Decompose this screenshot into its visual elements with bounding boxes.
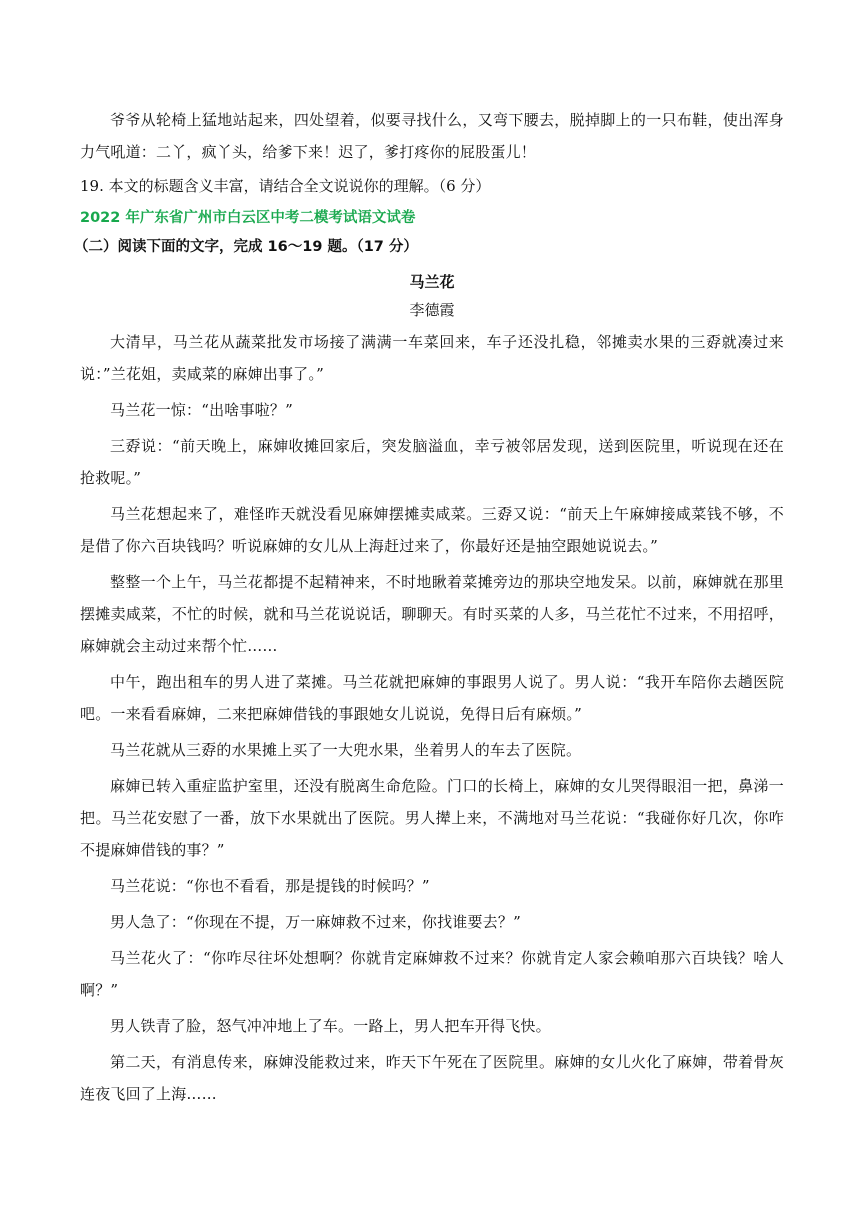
story-paragraph: 三孬说：“前天晚上，麻婶收摊回家后，突发脑溢血，幸亏被邻居发现，送到医院里，听说现在还在抢救呢。” <box>80 437 784 487</box>
story-paragraph: 马兰花火了：“你咋尽往坏处想啊？你就肯定麻婶救不过来？你就肯定人家会赖咱那六百块钱？啥人啊？” <box>80 949 784 999</box>
story-paragraph: 整整一个上午，马兰花都提不起精神来，不时地瞅着菜摊旁边的那块空地发呆。以前，麻婶就在那里摆摊卖咸菜，不忙的时候，就和马兰花说说话，聊聊天。有时买菜的人多，马兰花忙不过来，不用招呼，麻婶就会主动过来帮个忙…… <box>80 573 784 655</box>
question-19: 19. 本文的标题含义丰富，请结合全文说说你的理解。（6 分） <box>80 177 491 195</box>
story-paragraph: 男人急了：“你现在不提，万一麻婶救不过来，你找谁要去？” <box>110 913 521 931</box>
story-paragraph: 第二天，有消息传来，麻婶没能救过来，昨天下午死在了医院里。麻婶的女儿火化了麻婶，带着骨灰连夜飞回了上海…… <box>80 1053 784 1103</box>
story-author: 李德霞 <box>409 301 455 319</box>
story-paragraph: 麻婶已转入重症监护室里，还没有脱离生命危险。门口的长椅上，麻婶的女儿哭得眼泪一把，鼻涕一把。马兰花安慰了一番，放下水果就出了医院。男人撵上来，不满地对马兰花说：“我碰你好几次，你咋不提麻婶借钱的事？” <box>80 777 784 859</box>
story-title: 马兰花 <box>409 273 455 291</box>
story-paragraph: 马兰花说：“你也不看看，那是提钱的时候吗？” <box>110 877 430 895</box>
intro-paragraph: 爷爷从轮椅上猛地站起来，四处望着，似要寻找什么，又弯下腰去，脱掉脚上的一只布鞋，使出浑身力气吼道：二丫，疯丫头，给爹下来！迟了，爹打疼你的屁股蛋儿！ <box>80 111 784 161</box>
section-heading: （二）阅读下面的文字，完成 16～19 题。（17 分） <box>74 239 418 255</box>
story-paragraph: 男人铁青了脸，怒气冲冲地上了车。一路上，男人把车开得飞快。 <box>110 1017 551 1035</box>
story-paragraph: 马兰花想起来了，难怪昨天就没看见麻婶摆摊卖咸菜。三孬又说：“前天上午麻婶接咸菜钱不够，不是借了你六百块钱吗？听说麻婶的女儿从上海赶过来了，你最好还是抽空跟她说说去。” <box>80 505 784 555</box>
story-paragraph: 中午，跑出租车的男人进了菜摊。马兰花就把麻婶的事跟男人说了。男人说：“我开车陪你去趟医院吧。一来看看麻婶，二来把麻婶借钱的事跟她女儿说说，免得日后有麻烦。” <box>80 673 784 723</box>
source-heading: 2022 年广东省广州市白云区中考二模考试语文试卷 <box>80 210 416 226</box>
story-paragraph: 马兰花就从三孬的水果摊上买了一大兜水果，坐着男人的车去了医院。 <box>110 741 582 759</box>
story-paragraph: 马兰花一惊：“出啥事啦？” <box>110 401 293 419</box>
document-body <box>74 104 784 1114</box>
story-paragraph: 大清早，马兰花从蔬菜批发市场接了满满一车菜回来，车子还没扎稳，邻摊卖水果的三孬就凑过来说：”兰花姐，卖咸菜的麻婶出事了。” <box>80 333 784 383</box>
